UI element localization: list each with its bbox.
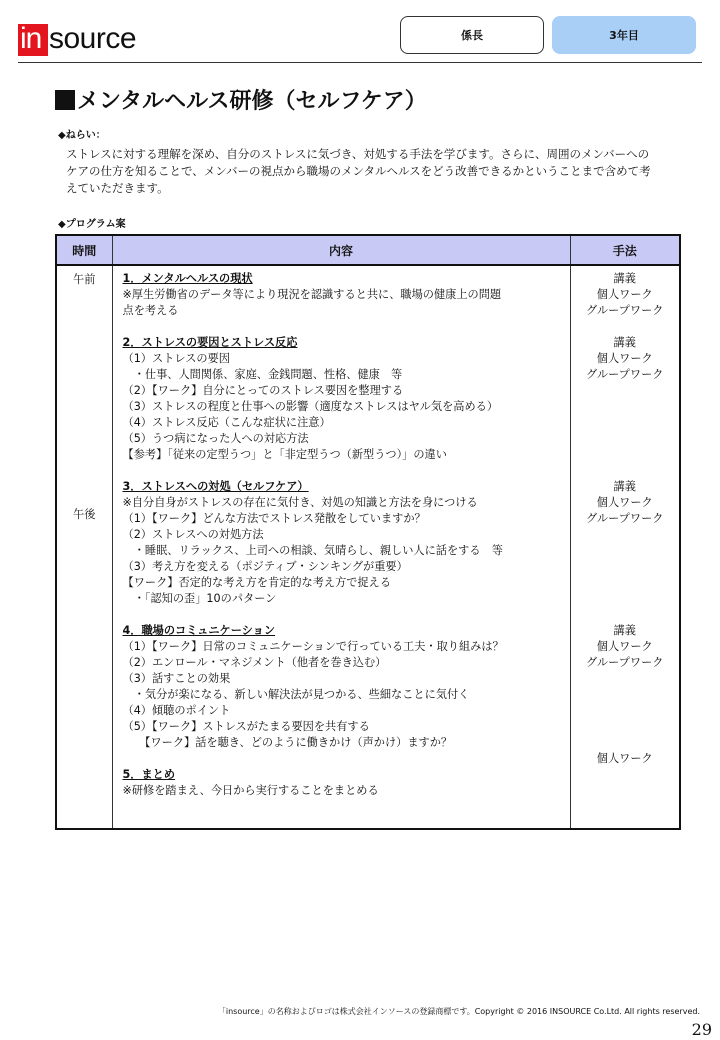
table-header-row [56,235,680,265]
section-title: 1．メンタルヘルスの現状 [122,272,253,285]
content-line: ※厚生労働省のデータ等により現況を認識すると共に、職場の健康上の問題 [122,288,502,301]
content-line: 点を考える [122,304,179,317]
title-text: メンタルヘルス研修（セルフケア） [77,89,427,114]
method-group-2 [572,335,679,383]
content-line: （4）傾聴のポイント [122,704,231,717]
section-title: 3．ストレスへの対処（セルフケア） [122,480,309,493]
content-line: ※研修を踏まえ、今日から実行することをまとめる [122,784,379,797]
content-line: （1）【ワーク】日常のコミュニケーションで行っている工夫・取り組みは？ [122,640,504,653]
content-line: 【ワーク】否定的な考え方を肯定的な考え方で捉える [122,576,392,589]
method-item: 個人ワーク [596,496,653,509]
method-item: 講義 [613,336,636,349]
method-cell [570,265,680,829]
section-1 [123,271,560,319]
program-label: ◆プログラム案 [58,219,126,230]
method-group-1 [572,271,679,319]
section-title: 2．ストレスの要因とストレス反応 [122,336,298,349]
title-square-icon [55,90,75,110]
page-title [55,84,427,115]
method-item: 講義 [613,480,636,493]
section-title: 5．まとめ [122,768,176,781]
method-group-4 [572,623,679,671]
header-divider [18,62,702,63]
section-2 [123,335,560,463]
aim-text: ストレスに対する理解を深め、自分のストレスに気づき、対処する手法を学びます。さらに、周囲のメンバーへのケアの仕方を知ることで、メンバーの視点から職場のメンタルヘルスをどう改善できるかということまで含めて考えていただきます。 [66,147,651,195]
method-item: 講義 [613,624,636,637]
program-table [55,234,681,830]
method-item: グループワーク [586,304,664,317]
content-cell [112,265,570,829]
header-time: 時間 [56,235,112,265]
content-line: （5）うつ病になった人への対応方法 [122,432,309,445]
method-item: 個人ワーク [596,752,653,765]
method-item: グループワーク [586,512,664,525]
aim-label: ◆ねらい： [58,130,106,141]
method-item: 個人ワーク [596,288,653,301]
content-line: ※自分自身がストレスの存在に気付き、対処の知識と方法を身につける [122,496,478,509]
content-line: 【参考】「従来の定型うつ」と「非定型うつ（新型うつ）」の違い [122,448,447,461]
content-line: （2）エンロール・マネジメント（他者を巻き込む） [122,656,387,669]
method-item: グループワーク [586,368,664,381]
content-line: （3）考え方を変える（ポジティブ・シンキングが重要） [122,560,408,573]
method-group-5 [572,751,679,767]
content-line: ・睡眠、リラックス、上司への相談、気晴らし、親しい人に話をする 等 [122,544,503,557]
content-line: （1）【ワーク】どんな方法でストレス発散をしていますか？ [122,512,426,525]
content-line: （2）【ワーク】自分にとってのストレス要因を整理する [122,384,404,397]
method-item: 講義 [613,272,636,285]
content-line: （3）話すことの効果 [122,672,231,685]
header-method: 手法 [570,235,680,265]
content-line: （2）ストレスへの対処方法 [122,528,264,541]
method-item: グループワーク [586,656,664,669]
copyright-footer: 「insource」の名称およびロゴは株式会社インソースの登録商標です。Copyright © 2016 INSOURCE Co.Ltd. All rights reserved. [217,1007,700,1016]
logo-in-text: in [20,22,42,55]
content-line: ・「認知の歪」10のパターン [122,592,277,605]
year-badge: 3年目 [552,16,696,54]
content-line: （4）ストレス反応（こんな症状に注意） [122,416,331,429]
time-pm: 午後 [73,508,96,521]
content-line: （5）【ワーク】ストレスがたまる要因を共有する [122,720,370,733]
table-row [56,265,680,829]
time-cell [56,265,112,829]
section-3 [123,479,560,607]
section-4 [123,623,560,751]
method-item: 個人ワーク [596,640,653,653]
content-line: （1）ストレスの要因 [122,352,230,365]
insource-logo [18,20,150,58]
content-line: ・気分が楽になる、新しい解決法が見つかる、些細なことに気付く [122,688,470,701]
content-line: ・仕事、人間関係、家庭、金銭問題、性格、健康 等 [122,368,403,381]
content-line: （3）ストレスの程度と仕事への影響（適度なストレスはヤル気を高める） [122,400,499,413]
page-number: 29 [691,1020,712,1039]
method-group-3 [572,479,679,527]
section-title: 4．職場のコミュニケーション [122,624,276,637]
header-content: 内容 [112,235,570,265]
section-5 [123,767,560,799]
role-badge: 係長 [400,16,544,54]
logo-source-text: source [49,22,137,55]
content-line: 【ワーク】話を聴き、どのように働きかけ（声かけ）ますか？ [122,736,453,749]
time-am: 午前 [73,273,96,286]
method-item: 個人ワーク [596,352,653,365]
